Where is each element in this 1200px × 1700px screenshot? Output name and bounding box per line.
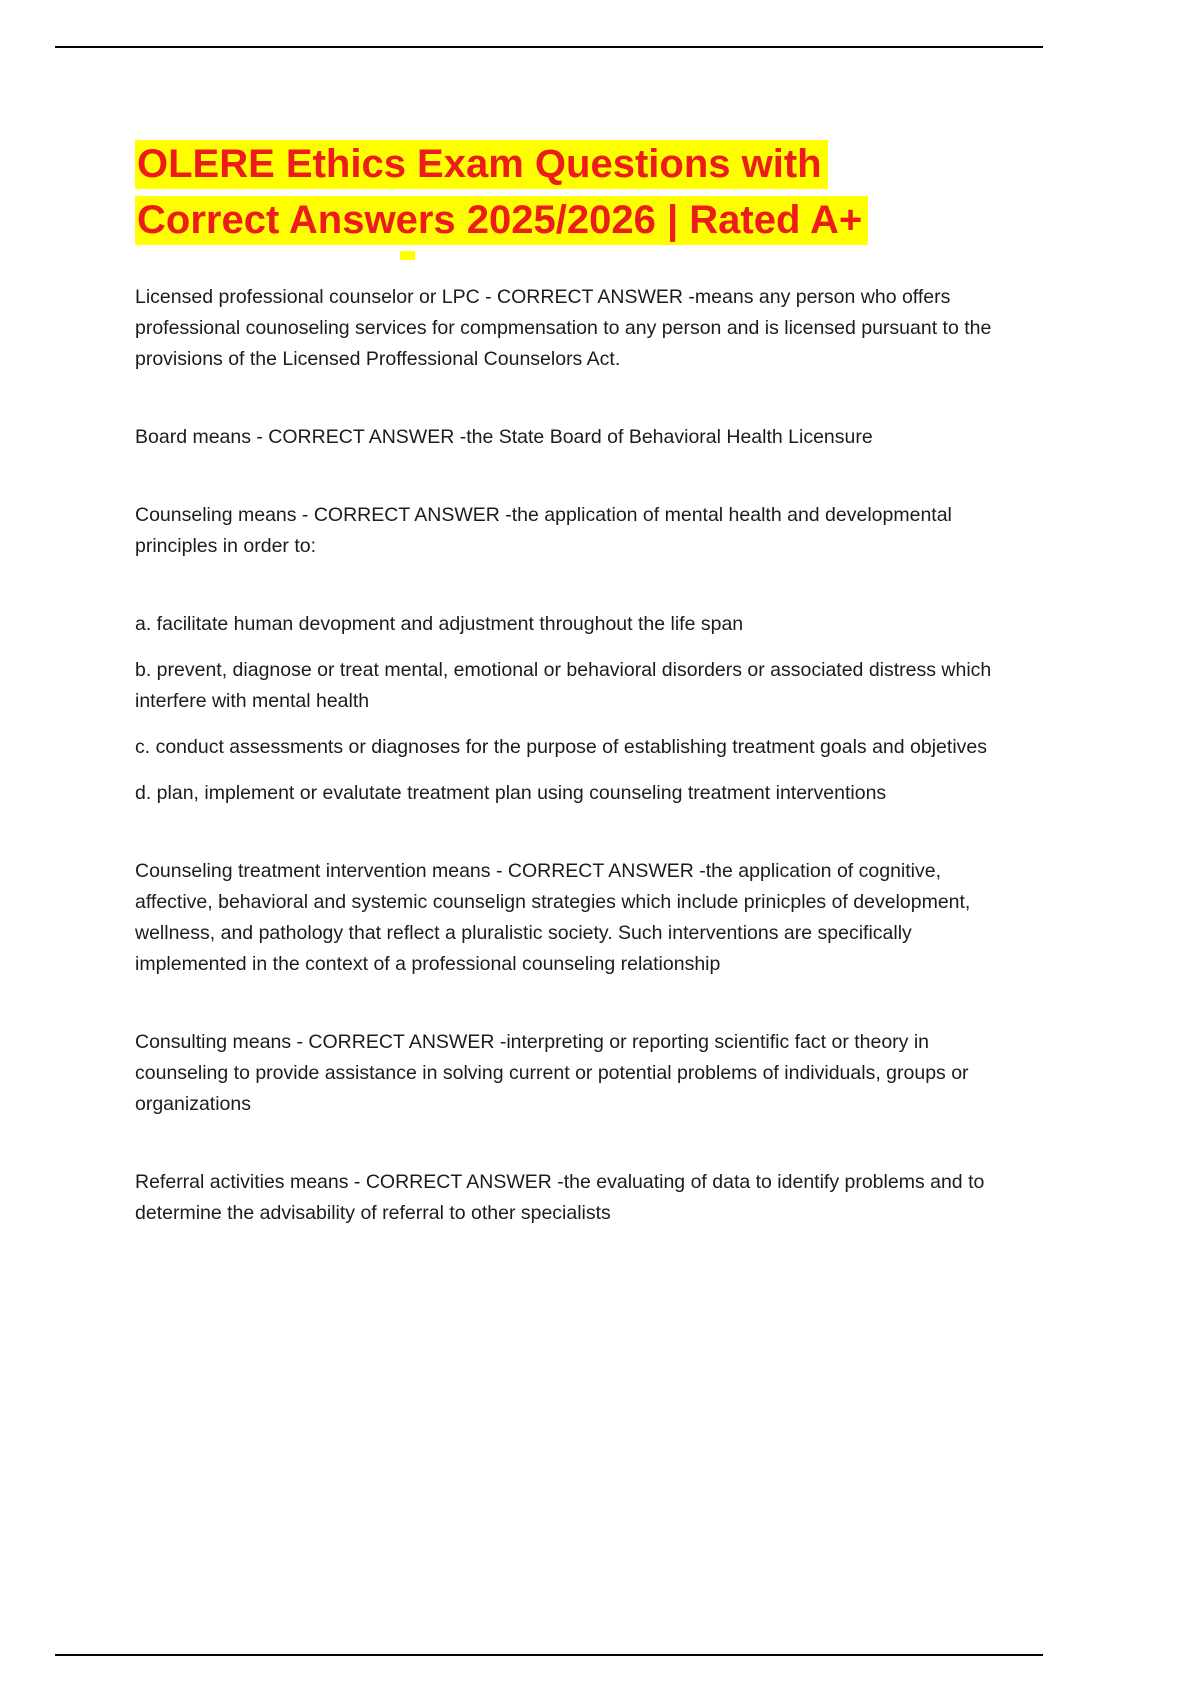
- paragraph: Board means - CORRECT ANSWER -the State Board of Behavioral Health Licensure: [135, 426, 873, 448]
- paragraph: a. facilitate human devopment and adjustment throughout the life span: [135, 613, 744, 635]
- paragraph: b. prevent, diagnose or treat mental, emotional or behavioral disorders or associated distress which interfere with mental health: [135, 659, 992, 712]
- paragraph: Counseling treatment intervention means - CORRECT ANSWER -the application of cognitive, affective, behavioral and systemic counselign strategies which include prinicples of development, wellness, and pathology that reflect a pluralistic society. Such interventions are specifically implemented in the context of a professional counseling relationship: [135, 860, 971, 975]
- question-answer-list: [135, 282, 1007, 1229]
- title-line-2: [135, 192, 1007, 248]
- paragraph: Licensed professional counselor or LPC - CORRECT ANSWER -means any person who offers professional counoseling services for compmensation to any person and is licensed pursuant to the provisions of the Licensed Proffessional Counselors Act.: [135, 286, 992, 370]
- title-highlight: OLERE Ethics Exam Questions with: [135, 140, 828, 189]
- highlight-stub: [400, 251, 415, 260]
- paragraph: Referral activities means - CORRECT ANSWER -the evaluating of data to identify problems and to determine the advisability of referral to other specialists: [135, 1171, 985, 1224]
- top-rule: [55, 46, 1043, 48]
- bottom-rule: [55, 1654, 1043, 1656]
- paragraph: Counseling means - CORRECT ANSWER -the application of mental health and developmental principles in order to:: [135, 504, 952, 557]
- page-title: [135, 136, 1007, 248]
- page-content: [135, 136, 1007, 1244]
- paragraph: c. conduct assessments or diagnoses for the purpose of establishing treatment goals and objetives: [135, 736, 987, 758]
- title-highlight: Correct Answers 2025/2026 | Rated A+: [135, 196, 868, 245]
- title-line-1: [135, 136, 1007, 192]
- paragraph: d. plan, implement or evalutate treatment plan using counseling treatment interventions: [135, 782, 887, 804]
- paragraph: Consulting means - CORRECT ANSWER -interpreting or reporting scientific fact or theory in counseling to provide assistance in solving current or potential problems of individuals, groups or organizations: [135, 1031, 969, 1115]
